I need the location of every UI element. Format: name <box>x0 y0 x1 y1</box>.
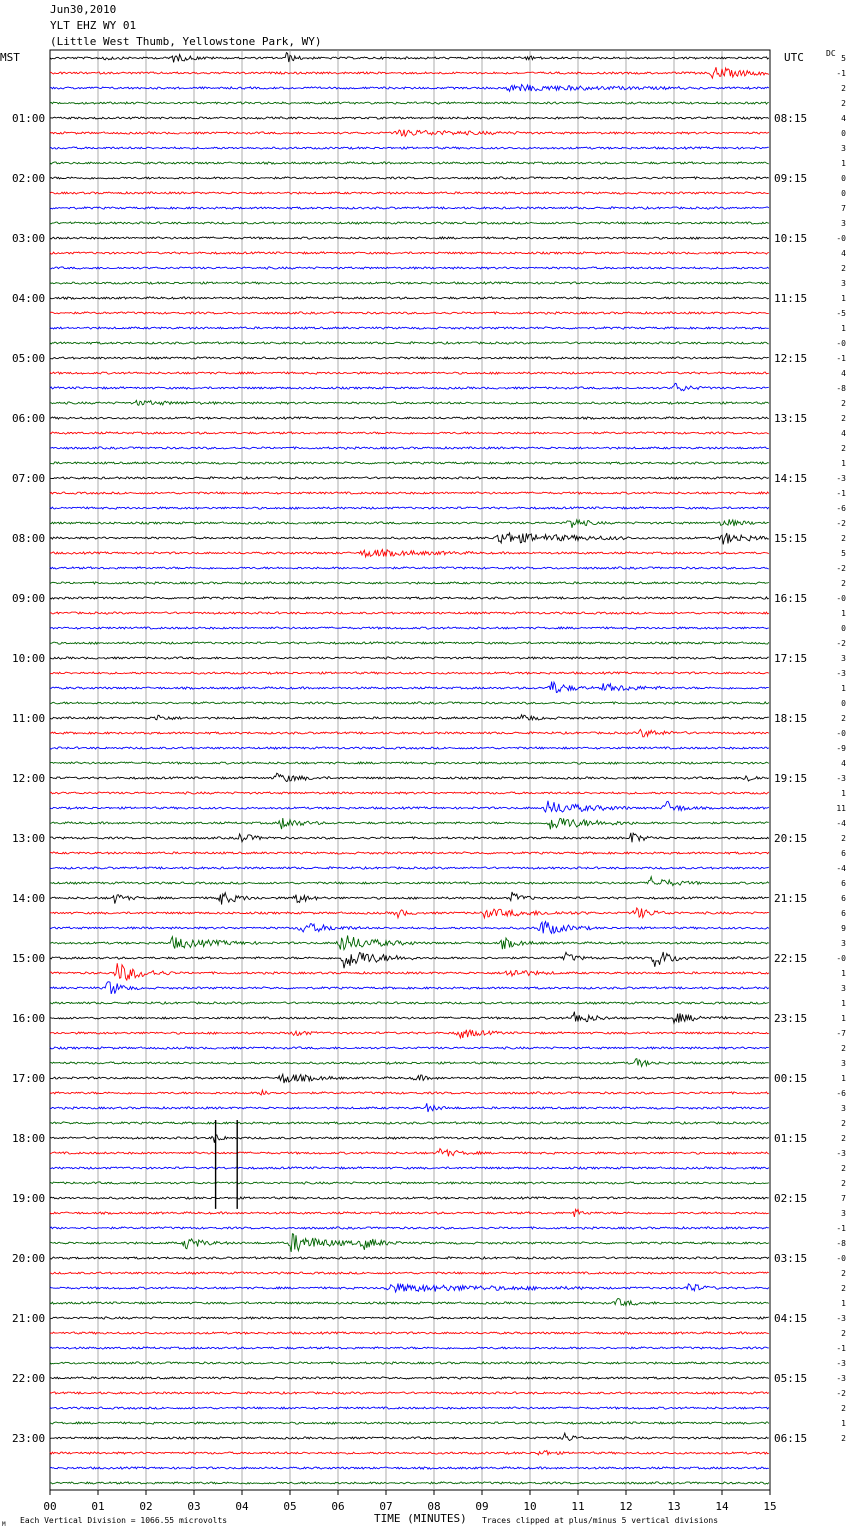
dc-offset-label: 4 <box>841 249 846 258</box>
dc-offset-label: -1 <box>836 489 846 498</box>
trace-line <box>50 1002 769 1004</box>
right-hour-label: 19:15 <box>774 772 808 785</box>
right-hour-label: 08:15 <box>774 112 808 125</box>
dc-offset-label: 4 <box>841 369 846 378</box>
dc-offset-label: 2 <box>841 714 846 723</box>
left-hour-label: 07:00 <box>12 472 46 485</box>
left-hour-label: 02:00 <box>12 172 46 185</box>
right-hour-label: 14:15 <box>774 472 808 485</box>
trace-line <box>50 1149 769 1157</box>
x-tick-label: 14 <box>715 1500 729 1513</box>
dc-offset-label: -0 <box>836 954 846 963</box>
trace-line <box>50 357 769 359</box>
trace-line <box>50 952 769 968</box>
dc-offset-label: 2 <box>841 1179 846 1188</box>
dc-offset-label: 1 <box>841 159 846 168</box>
trace-line <box>50 1362 769 1364</box>
left-hour-label: 12:00 <box>12 772 46 785</box>
trace-line <box>50 1284 769 1293</box>
trace-line <box>50 908 769 918</box>
right-hour-label: 17:15 <box>774 652 808 665</box>
dc-offset-label: 3 <box>841 1209 846 1218</box>
trace-line <box>50 519 769 527</box>
dc-offset-label: 4 <box>841 759 846 768</box>
dc-offset-label: 1 <box>841 684 846 693</box>
x-tick-label: 04 <box>235 1500 249 1513</box>
dc-offset-label: 1 <box>841 999 846 1008</box>
trace-line <box>50 567 769 569</box>
x-tick-label: 10 <box>523 1500 537 1513</box>
dc-offset-label: 0 <box>841 699 846 708</box>
dc-offset-label: 6 <box>841 849 846 858</box>
trace-line <box>50 682 769 693</box>
dc-offset-label: 3 <box>841 1059 846 1068</box>
trace-line <box>50 477 769 479</box>
trace-line <box>50 582 769 584</box>
left-hour-label: 11:00 <box>12 712 46 725</box>
dc-offset-label: 3 <box>841 279 846 288</box>
trace-line <box>50 102 769 104</box>
dc-offset-label: 2 <box>841 84 846 93</box>
right-hour-label: 05:15 <box>774 1372 808 1385</box>
dc-offset-label: 1 <box>841 609 846 618</box>
dc-offset-label: -2 <box>836 1389 846 1398</box>
dc-offset-label: 2 <box>841 264 846 273</box>
dc-offset-label: 6 <box>841 894 846 903</box>
dc-offset-label: -3 <box>836 1374 846 1383</box>
right-timezone-label: UTC <box>784 51 804 64</box>
trace-line <box>50 462 769 464</box>
dc-offset-label: 2 <box>841 444 846 453</box>
left-hour-label: 13:00 <box>12 832 46 845</box>
dc-offset-label: -1 <box>836 1224 846 1233</box>
trace-line <box>50 1422 769 1424</box>
right-hour-label: 09:15 <box>774 172 808 185</box>
dc-offset-label: 2 <box>841 1269 846 1278</box>
x-tick-label: 11 <box>571 1500 585 1513</box>
dc-offset-label: 7 <box>841 204 846 213</box>
x-tick-label: 01 <box>91 1500 105 1513</box>
dc-offset-label: 2 <box>841 399 846 408</box>
trace-line <box>50 1209 769 1217</box>
dc-offset-label: -3 <box>836 1359 846 1368</box>
trace-line <box>50 507 769 509</box>
right-hour-label: 21:15 <box>774 892 808 905</box>
x-tick-label: 15 <box>763 1500 777 1513</box>
trace-line <box>50 597 769 599</box>
dc-offset-label: -3 <box>836 1314 846 1323</box>
trace-line <box>50 963 769 980</box>
dc-offset-label: -6 <box>836 1089 846 1098</box>
dc-offset-label: 1 <box>841 459 846 468</box>
dc-offset-label: -4 <box>836 819 846 828</box>
dc-offset-label: 2 <box>841 1284 846 1293</box>
left-hour-label: 20:00 <box>12 1252 46 1265</box>
trace-line <box>50 936 769 950</box>
left-hour-label: 03:00 <box>12 232 46 245</box>
trace-line <box>50 892 769 905</box>
right-hour-label: 00:15 <box>774 1072 808 1085</box>
dc-offset-label: -3 <box>836 474 846 483</box>
header-date: Jun30,2010 <box>50 3 117 16</box>
trace-line <box>50 85 769 92</box>
trace-line <box>50 53 769 63</box>
x-tick-label: 05 <box>283 1500 297 1513</box>
dc-offset-label: 0 <box>841 624 846 633</box>
dc-offset-label: -1 <box>836 69 846 78</box>
dc-offset-label: 1 <box>841 1299 846 1308</box>
corner-mark: M <box>2 1521 6 1528</box>
left-timezone-label: MST <box>0 51 20 64</box>
left-hour-label: 04:00 <box>12 292 46 305</box>
left-hour-label: 21:00 <box>12 1312 46 1325</box>
trace-line <box>50 327 769 329</box>
dc-offset-label: 3 <box>841 939 846 948</box>
dc-offset-label: 2 <box>841 1164 846 1173</box>
x-tick-label: 02 <box>139 1500 153 1513</box>
left-hour-label: 14:00 <box>12 892 46 905</box>
trace-line <box>50 1135 769 1143</box>
dc-offset-label: -2 <box>836 519 846 528</box>
trace-line <box>50 447 769 449</box>
trace-line <box>50 792 769 794</box>
trace-line <box>50 192 769 194</box>
dc-offset-label: 4 <box>841 429 846 438</box>
trace-line <box>50 852 769 854</box>
trace-line <box>50 1182 769 1184</box>
dc-offset-label: 2 <box>841 1329 846 1338</box>
dc-offset-label: -3 <box>836 669 846 678</box>
left-hour-label: 09:00 <box>12 592 46 605</box>
trace-line <box>50 1030 769 1038</box>
dc-offset-label: 2 <box>841 1119 846 1128</box>
right-hour-label: 22:15 <box>774 952 808 965</box>
x-tick-label: 06 <box>331 1500 345 1513</box>
trace-line <box>50 1103 769 1112</box>
right-hour-label: 16:15 <box>774 592 808 605</box>
trace-line <box>50 533 769 545</box>
x-tick-label: 12 <box>619 1500 633 1513</box>
trace-line <box>50 1392 769 1394</box>
dc-offset-label: -8 <box>836 384 846 393</box>
trace-line <box>50 1122 769 1124</box>
trace-line <box>50 1482 769 1484</box>
right-hour-label: 03:15 <box>774 1252 808 1265</box>
dc-offset-label: 3 <box>841 144 846 153</box>
dc-offset-label: 6 <box>841 909 846 918</box>
x-tick-label: 07 <box>379 1500 393 1513</box>
dc-offset-label: 9 <box>841 924 846 933</box>
dc-offset-label: 5 <box>841 54 846 63</box>
left-hour-label: 17:00 <box>12 1072 46 1085</box>
trace-line <box>50 417 769 419</box>
trace-line <box>50 867 769 869</box>
trace-line <box>50 1299 769 1306</box>
dc-offset-label: -2 <box>836 639 846 648</box>
left-hour-label: 16:00 <box>12 1012 46 1025</box>
left-hour-label: 06:00 <box>12 412 46 425</box>
dc-offset-label: 3 <box>841 654 846 663</box>
dc-offset-label: -9 <box>836 744 846 753</box>
dc-offset-label: 7 <box>841 1194 846 1203</box>
right-hour-label: 13:15 <box>774 412 808 425</box>
trace-line <box>50 130 769 137</box>
left-hour-label: 15:00 <box>12 952 46 965</box>
dc-offset-label: 1 <box>841 1014 846 1023</box>
dc-offset-label: 2 <box>841 1404 846 1413</box>
right-hour-label: 04:15 <box>774 1312 808 1325</box>
right-hour-label: 02:15 <box>774 1192 808 1205</box>
right-hour-label: 23:15 <box>774 1012 808 1025</box>
dc-offset-label: 2 <box>841 579 846 588</box>
trace-line <box>50 1074 769 1083</box>
dc-offset-label: -5 <box>836 309 846 318</box>
dc-offset-label: 0 <box>841 174 846 183</box>
x-tick-label: 13 <box>667 1500 681 1513</box>
trace-line <box>50 612 769 614</box>
trace-line <box>50 1197 769 1199</box>
x-tick-label: 00 <box>43 1500 57 1513</box>
trace-line <box>50 921 769 933</box>
trace-group <box>50 53 769 1484</box>
dc-offset-label: -0 <box>836 234 846 243</box>
trace-line <box>50 1347 769 1349</box>
dc-offset-label: -1 <box>836 1344 846 1353</box>
left-hour-label: 05:00 <box>12 352 46 365</box>
dc-offset-label: 1 <box>841 969 846 978</box>
trace-line <box>50 773 769 781</box>
right-hour-label: 12:15 <box>774 352 808 365</box>
dc-offset-label: 2 <box>841 834 846 843</box>
trace-line <box>50 657 769 659</box>
trace-line <box>50 372 769 374</box>
dc-offset-label: 0 <box>841 189 846 198</box>
dc-offset-label: -6 <box>836 504 846 513</box>
trace-line <box>50 147 769 149</box>
trace-line <box>50 549 769 556</box>
dc-offset-label: 2 <box>841 534 846 543</box>
footer-scale-note: Each Vertical Division = 1066.55 microvolts <box>20 1516 228 1525</box>
dc-offset-label: 2 <box>841 1134 846 1143</box>
left-hour-label: 18:00 <box>12 1132 46 1145</box>
trace-line <box>50 1234 769 1252</box>
left-hour-label: 22:00 <box>12 1372 46 1385</box>
trace-line <box>50 1227 769 1229</box>
left-hour-label: 19:00 <box>12 1192 46 1205</box>
label-group <box>0 49 846 1528</box>
right-hour-label: 18:15 <box>774 712 808 725</box>
trace-line <box>50 762 769 764</box>
header-location: (Little West Thumb, Yellowstone Park, WY) <box>50 35 322 48</box>
trace-line <box>50 642 769 644</box>
trace-line <box>50 432 769 434</box>
trace-line <box>50 162 769 164</box>
left-hour-label: 01:00 <box>12 112 46 125</box>
trace-line <box>50 833 769 842</box>
dc-offset-label: -1 <box>836 354 846 363</box>
dc-offset-label: 1 <box>841 324 846 333</box>
dc-offset-label: 4 <box>841 114 846 123</box>
trace-line <box>50 117 769 119</box>
trace-line <box>50 1047 769 1049</box>
dc-offset-label: 1 <box>841 1074 846 1083</box>
trace-line <box>50 729 769 736</box>
dc-offset-label: 5 <box>841 549 846 558</box>
dc-offset-label: -7 <box>836 1029 846 1038</box>
dc-offset-label: -0 <box>836 339 846 348</box>
trace-line <box>50 1377 769 1379</box>
dc-offset-label: -0 <box>836 729 846 738</box>
trace-line <box>50 267 769 269</box>
trace-line <box>50 702 769 704</box>
trace-line <box>50 801 769 812</box>
trace-line <box>50 747 769 749</box>
dc-offset-label: 6 <box>841 879 846 888</box>
dc-offset-label: 1 <box>841 1419 846 1428</box>
trace-line <box>50 492 769 494</box>
right-hour-label: 20:15 <box>774 832 808 845</box>
dc-offset-label: 0 <box>841 129 846 138</box>
trace-line <box>50 342 769 344</box>
left-hour-label: 08:00 <box>12 532 46 545</box>
left-hour-label: 10:00 <box>12 652 46 665</box>
dc-label: DC <box>826 49 836 58</box>
dc-offset-label: 2 <box>841 1434 846 1443</box>
dc-offset-label: 3 <box>841 1104 846 1113</box>
dc-offset-label: 2 <box>841 414 846 423</box>
trace-line <box>50 1167 769 1169</box>
right-hour-label: 06:15 <box>774 1432 808 1445</box>
trace-line <box>50 672 769 674</box>
right-hour-label: 15:15 <box>774 532 808 545</box>
dc-offset-label: -0 <box>836 1254 846 1263</box>
right-hour-label: 10:15 <box>774 232 808 245</box>
header-station: YLT EHZ WY 01 <box>50 19 137 32</box>
dc-offset-label: -8 <box>836 1239 846 1248</box>
trace-line <box>50 1012 769 1024</box>
trace-line <box>50 1332 769 1334</box>
trace-line <box>50 282 769 284</box>
trace-line <box>50 312 769 314</box>
trace-line <box>50 1317 769 1319</box>
right-hour-label: 01:15 <box>774 1132 808 1145</box>
trace-line <box>50 1059 769 1067</box>
x-tick-label: 08 <box>427 1500 441 1513</box>
trace-line <box>50 383 769 390</box>
dc-offset-label: -0 <box>836 594 846 603</box>
trace-line <box>50 1433 769 1440</box>
trace-line <box>50 1272 769 1274</box>
dc-offset-label: 3 <box>841 984 846 993</box>
trace-line <box>50 1090 769 1095</box>
trace-line <box>50 67 769 78</box>
trace-line <box>50 627 769 629</box>
x-tick-label: 03 <box>187 1500 201 1513</box>
x-tick-label: 09 <box>475 1500 489 1513</box>
trace-line <box>50 177 769 179</box>
trace-line <box>50 252 769 254</box>
trace-line <box>50 297 769 299</box>
trace-line <box>50 877 769 886</box>
trace-line <box>50 207 769 209</box>
trace-line <box>50 1257 769 1259</box>
dc-offset-label: -3 <box>836 1149 846 1158</box>
trace-line <box>50 400 769 405</box>
dc-offset-label: 11 <box>836 804 846 813</box>
footer-clip-note: Traces clipped at plus/minus 5 vertical divisions <box>482 1516 719 1525</box>
dc-offset-label: 2 <box>841 1044 846 1053</box>
trace-line <box>50 715 769 720</box>
dc-offset-label: -2 <box>836 564 846 573</box>
dc-offset-label: 1 <box>841 789 846 798</box>
trace-line <box>50 818 769 829</box>
right-hour-label: 11:15 <box>774 292 808 305</box>
trace-line <box>50 982 769 994</box>
trace-line <box>50 1407 769 1409</box>
trace-line <box>50 1467 769 1469</box>
trace-line <box>50 222 769 224</box>
trace-line <box>50 237 769 239</box>
dc-offset-label: 1 <box>841 294 846 303</box>
left-hour-label: 23:00 <box>12 1432 46 1445</box>
trace-line <box>50 1451 769 1455</box>
dc-offset-label: 2 <box>841 99 846 108</box>
dc-offset-label: -4 <box>836 864 846 873</box>
x-axis-title: TIME (MINUTES) <box>374 1512 467 1525</box>
dc-offset-label: 3 <box>841 219 846 228</box>
dc-offset-label: -3 <box>836 774 846 783</box>
